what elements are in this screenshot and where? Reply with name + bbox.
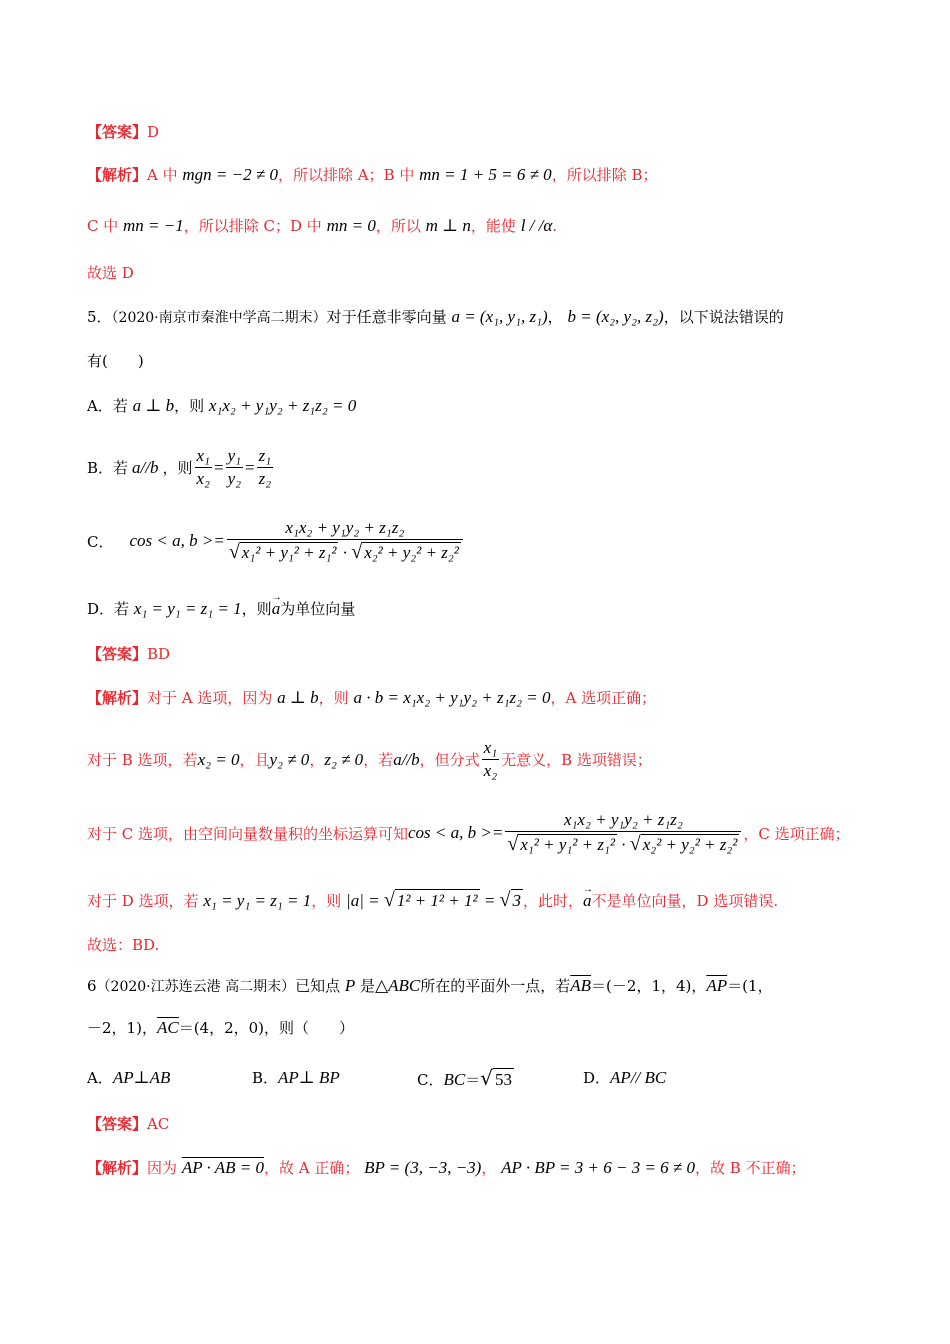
analysis-text: ，但分式	[419, 751, 480, 769]
math-expr: |a| =	[346, 891, 384, 910]
vector-a-def: a = (x₁, y₁, z₁)	[451, 307, 548, 326]
q6-option-c: C．BC＝√ 53	[417, 1066, 512, 1090]
cosine-lhs: cos < a, b >=	[408, 823, 504, 842]
q6-source: （2020·江苏连云港 高二期末）	[96, 979, 296, 995]
fraction-z	[257, 446, 274, 489]
sqrt-term: 53	[494, 1070, 512, 1089]
option-label: A．	[87, 1069, 113, 1087]
fraction-x	[195, 446, 212, 489]
math-expr: mgn = −2 ≠ 0	[182, 165, 278, 184]
q5-analysis-a	[87, 687, 656, 709]
answer-label: 【答案】	[87, 645, 148, 663]
math-expr: l / /α	[520, 216, 553, 235]
cosine-fraction	[505, 810, 741, 856]
math-expr: AP · BP = 3 + 6 − 3 = 6 ≠ 0	[501, 1158, 696, 1177]
q5-number: 5．	[87, 308, 112, 326]
analysis-text: ，此时，	[523, 892, 584, 910]
sqrt-term: x₁² + y₁² + z₁²	[520, 835, 615, 854]
q6-analysis	[87, 1157, 806, 1179]
math-expr: a//b	[393, 749, 420, 769]
answer-label: 【答案】	[87, 123, 148, 141]
analysis-text: ，C 选项正确；	[743, 824, 850, 843]
q5-stem-text: 对于任意非零向量	[326, 308, 447, 326]
option-label: C．	[417, 1071, 444, 1089]
answer-value: D	[147, 123, 160, 141]
vector-ab: $\overline{AB}$	[570, 976, 592, 995]
q5-answer	[87, 643, 170, 665]
analysis-text: ，所以排除 B；	[551, 166, 658, 184]
dot: ·	[621, 835, 626, 854]
analysis-label: 【解析】	[87, 166, 148, 184]
sqrt-term: x₁² + y₁² + z₁²	[241, 543, 337, 562]
q5-stem-line-1	[87, 306, 784, 329]
numerator: x₁	[196, 446, 210, 465]
math-expr: a · b = x₁x₂ + y₁y₂ + z₁z₂ = 0	[353, 688, 551, 707]
option-text: ，则	[162, 459, 193, 477]
analysis-text: 对于 C 选项，由空间向量数量积的坐标运算可知	[87, 824, 409, 843]
sqrt-expr: √ 1² + 1² + 1² = √ 3	[383, 889, 522, 911]
sqrt-term: x₂² + y₂² + z₂²	[642, 835, 738, 854]
q6-answer	[87, 1113, 169, 1135]
sqrt-term: x₂² + y₂² + z₂²	[364, 543, 459, 562]
analysis-text: ，	[481, 1159, 497, 1177]
analysis-text: ，所以	[375, 217, 421, 235]
analysis-text: A 中	[147, 166, 178, 184]
math-expr: m ⊥ n	[425, 216, 471, 235]
q5-stem-text: ，	[547, 308, 563, 326]
analysis-text: 对于 B 选项，若	[87, 751, 198, 769]
numerator: y₁	[227, 446, 242, 465]
vector-b-def: b = (x₂, y₂, z₂)	[567, 307, 664, 326]
analysis-label: 【解析】	[87, 689, 148, 707]
q6-stem-text: ＝(4，2，0)，则（ ）	[178, 1019, 355, 1037]
q6-option-b	[252, 1067, 340, 1089]
analysis-text: ，若	[363, 751, 394, 769]
math-expr: a ⊥ b	[132, 396, 175, 415]
sqrt-term: 3	[512, 891, 522, 910]
q5-option-a	[87, 395, 356, 417]
math-expr: mn = 1 + 5 = 6 ≠ 0	[419, 165, 552, 184]
vector-a: → a	[272, 598, 281, 620]
option-label: A．若	[87, 397, 128, 415]
denominator: z₂	[258, 469, 272, 488]
sqrt-term: 1² + 1² + 1²	[396, 891, 478, 910]
option-text: ＝	[465, 1071, 481, 1089]
math-expr: x₂ = 0	[197, 749, 240, 769]
answer-value: BD	[147, 645, 171, 663]
analysis-text: ，且	[239, 751, 270, 769]
cosine-fraction	[227, 518, 463, 564]
q6-stem-line-1	[87, 975, 773, 998]
option-label: D．	[583, 1069, 611, 1087]
analysis-text: C 中	[87, 217, 119, 235]
analysis-text: ，则	[311, 892, 342, 910]
option-label: D．若	[87, 600, 130, 618]
q6-stem-text: 已知点	[295, 977, 341, 995]
q6-option-d	[583, 1067, 666, 1089]
math-expr: y₂ ≠ 0	[269, 749, 310, 769]
analysis-text: ，则	[318, 689, 349, 707]
q5-stem-line-2: 有( )	[87, 352, 144, 370]
analysis-text: ，A 选项正确；	[550, 689, 657, 707]
q5-option-c	[87, 518, 465, 564]
analysis-text: ，所以排除 A；B 中	[277, 166, 415, 184]
fraction-y	[226, 446, 243, 489]
q5-conclusion: 故选：BD.	[87, 936, 160, 954]
cosine-lhs: cos < a, b >=	[129, 531, 225, 550]
denominator: x₂	[483, 761, 498, 780]
answer-line-prev	[87, 121, 159, 143]
denominator: √ x₁² + y₁² + z₁² · √ x₂² + y₂² + z₂²	[505, 831, 741, 856]
math-expr: mn = 0	[326, 216, 376, 235]
q5-option-b: B．若 a//b ，则 $\frac{\text{x₁}}{\text{x₂}}$ = $\frac{\text{y₁}}{\text{y₂}}$ = $\frac{\text{z₁}}{\text{z₂}}$	[87, 446, 272, 488]
option-label: C．	[87, 532, 114, 551]
option-label: B．	[252, 1069, 279, 1087]
analysis-text: .	[552, 217, 558, 235]
conclusion-prev: 故选 D	[87, 264, 134, 282]
option-text: 为单位向量	[280, 600, 356, 618]
q6-stem-text: ＝(－2，1，4)，	[591, 977, 707, 995]
analysis-text: ，故 A 正确；	[263, 1159, 360, 1177]
analysis-text: ，能使	[470, 217, 516, 235]
analysis-line-1	[87, 164, 657, 186]
option-text: BC	[443, 1070, 466, 1089]
q6-stem-text: －2，1)，	[87, 1019, 157, 1037]
option-text: AP// BC	[610, 1068, 667, 1087]
math-expr: mn = −1	[123, 216, 184, 235]
denominator: y₂	[227, 469, 242, 488]
q6-stem-text: 是	[360, 977, 376, 995]
option-text: ，则	[241, 600, 272, 618]
option-text: AP⊥AB	[112, 1068, 171, 1087]
math-expr: AP · AB = 0	[181, 1158, 264, 1177]
denominator: √ x₁² + y₁² + z₁² · √ x₂² + y₂² + z₂²	[227, 539, 463, 564]
math-expr: x₁x₂ + y₁y₂ + z₁z₂ = 0	[208, 396, 357, 415]
analysis-text: 对于 D 选项，若	[87, 892, 199, 910]
analysis-text: ，所以排除 C；D 中	[183, 217, 322, 235]
q5-stem-text: ，以下说法错误的	[663, 308, 784, 326]
analysis-text: 因为	[147, 1159, 178, 1177]
analysis-text: ，故 B 不正确；	[695, 1159, 806, 1177]
vector-a: → a	[583, 890, 592, 912]
math-expr: x₁ = y₁ = z₁ = 1	[203, 891, 312, 910]
vector-ac: $\overline{AC}$	[156, 1018, 179, 1037]
q5-analysis-d	[87, 889, 778, 912]
analysis-label: 【解析】	[87, 1159, 148, 1177]
answer-value: AC	[147, 1115, 170, 1133]
q5-option-d	[87, 598, 355, 620]
math-expr: z₂ ≠ 0	[324, 749, 364, 769]
q6-stem-text: 所在的平面外一点，若	[420, 977, 571, 995]
denominator: x₂	[196, 469, 210, 488]
equals: =	[479, 891, 500, 910]
q6-stem-line-2	[87, 1017, 354, 1039]
math-expr: x₁ = y₁ = z₁ = 1	[133, 599, 242, 618]
fraction	[482, 738, 499, 781]
option-text: AP⊥ BP	[278, 1068, 340, 1087]
math-expr: a ⊥ b	[277, 688, 319, 707]
numerator: x₁	[483, 738, 498, 757]
q5-analysis-c	[87, 810, 850, 856]
answer-label: 【答案】	[87, 1115, 148, 1133]
numerator: z₁	[258, 446, 272, 465]
analysis-text: 无意义，B 选项错误；	[501, 751, 652, 769]
q6-number: 6	[87, 977, 97, 995]
dot: ·	[342, 543, 347, 562]
q5-analysis-b	[87, 738, 652, 781]
numerator: x₁x₂ + y₁y₂ + z₁z₂	[285, 518, 405, 537]
math-expr: a//b	[132, 457, 159, 477]
math-expr: BP = (3, −3, −3)	[364, 1158, 482, 1177]
q6-option-a	[87, 1067, 170, 1089]
analysis-text: 不是单位向量，D 选项错误.	[591, 892, 779, 910]
q5-source: （2020·南京市秦淮中学高二期末）	[111, 310, 327, 326]
analysis-text: ，	[309, 751, 325, 769]
analysis-text: 对于 A 选项，因为	[147, 689, 273, 707]
triangle-abc: △ABC	[375, 976, 421, 995]
vector-ap: $\overline{AP}$	[706, 976, 728, 995]
option-text: ，则	[174, 397, 205, 415]
analysis-line-2	[87, 215, 557, 237]
numerator: x₁x₂ + y₁y₂ + z₁z₂	[563, 810, 683, 829]
q6-stem-text: ＝(1，	[727, 977, 773, 995]
point-p: P	[344, 976, 356, 995]
option-label: B．若	[87, 459, 129, 477]
